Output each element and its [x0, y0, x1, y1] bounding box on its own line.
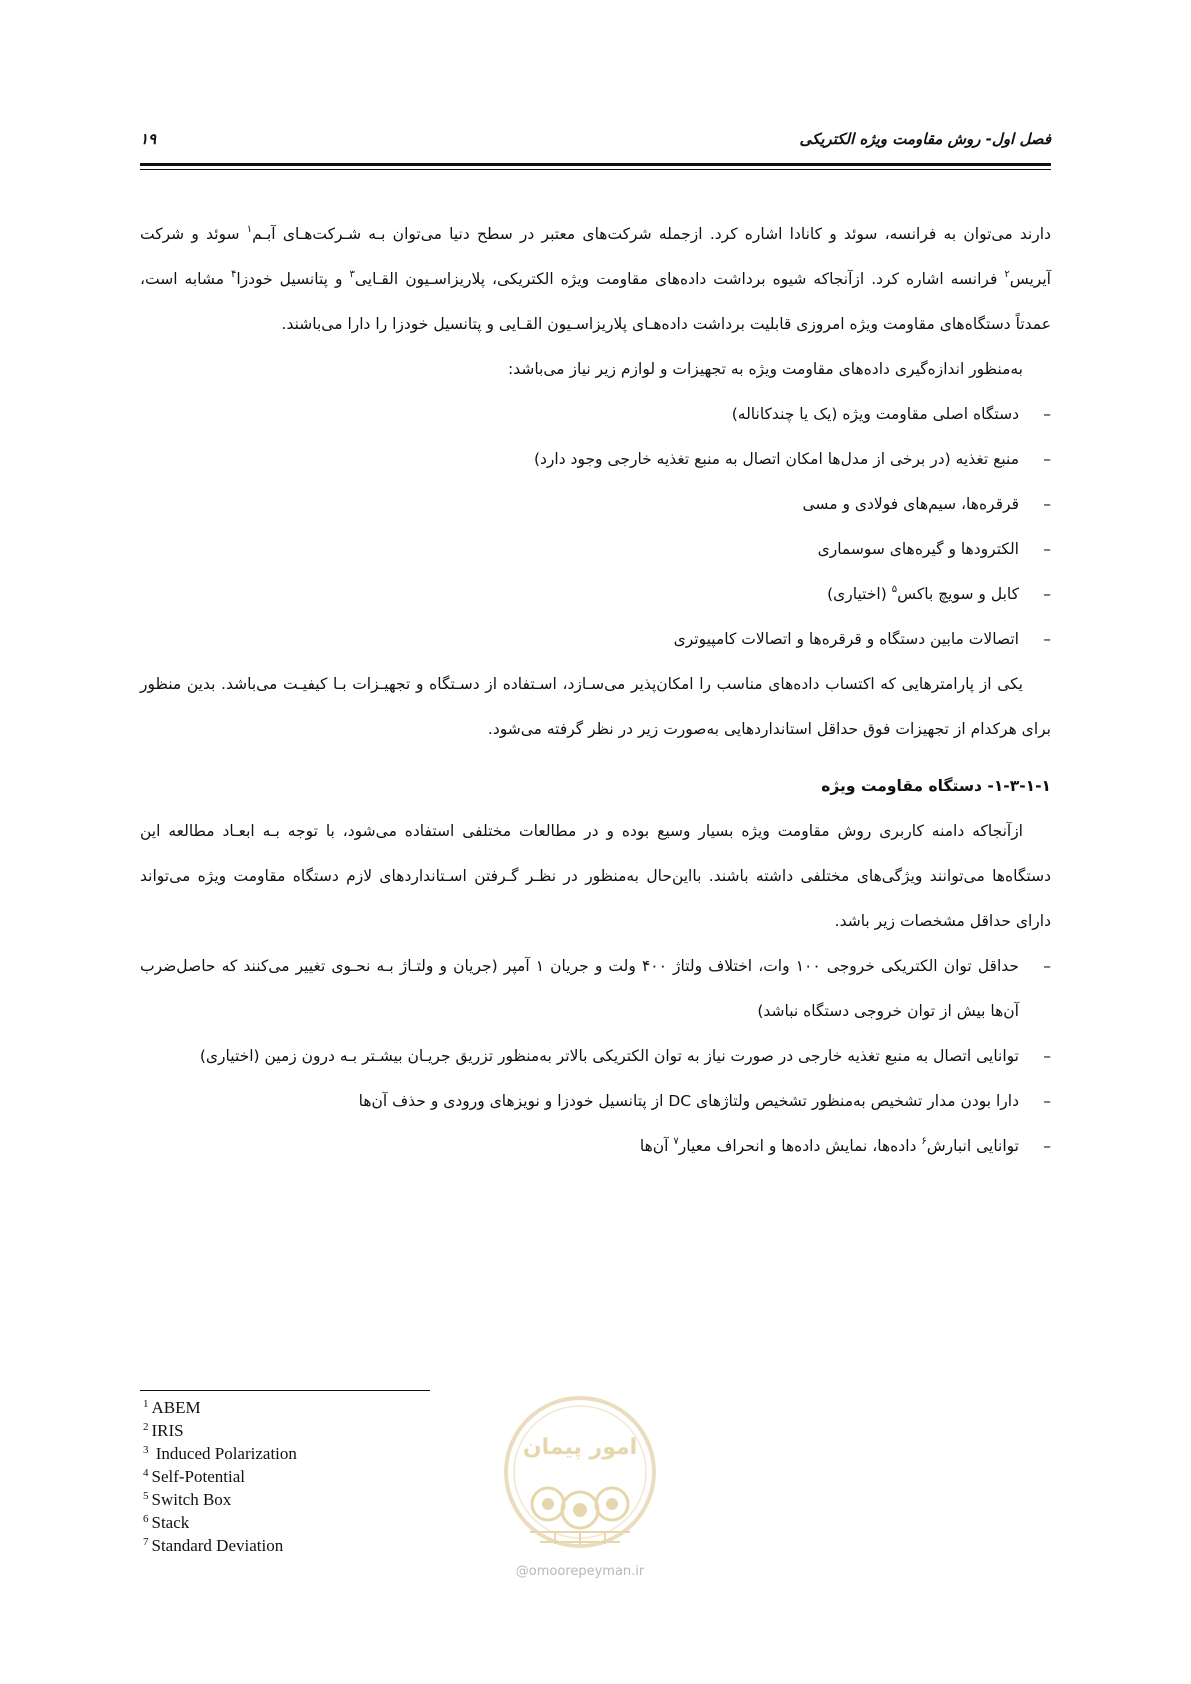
watermark-url: @omoorepeyman.ir [515, 1564, 645, 1579]
paragraph: یکی از پارامترهایی که اکتساب داده‌های مناسب را امکان‌پذیر می‌سـازد، اسـتفاده از دسـتگاه و تجهیـزات بـا کیفیـت می‌باشد. بدین منظور برای هرکدام از تجهیزات فوق حداقل استانداردهایی به‌صورت زیر در نظر گرفته می‌شود. [140, 675, 1051, 738]
footnote: $^3$ Induced Polarization [143, 1444, 297, 1463]
list-item: – الکترودها و گیره‌های سوسماری [140, 527, 1019, 572]
paragraph: به‌منظور اندازه‌گیری داده‌های مقاومت ویژه به تجهیزات و لوازم زیر نیاز می‌باشد: [508, 360, 1023, 378]
section-heading: ۱-۳-۱-۱- دستگاه مقاومت ویژه [821, 777, 1051, 795]
paragraph: ازآنجاکه دامنه کاربری روش مقاومت ویژه بسیار وسیع بوده و در مطالعات مختلفی استفاده می‌شود، با توجه بـه ابعـاد مطالعه این دستگاه‌ها می‌توانند ویژگی‌های مختلفی داشته باشند. بااین‌حال به‌منظور در نظـر گـرفتن اسـتانداردهای لازم دستگاه مقاومت ویژه می‌تواند دارای حداقل مشخصات زیر باشد. [140, 822, 1051, 930]
footnote: $^2$ IRIS [143, 1421, 184, 1440]
list-item: – قرقره‌ها، سیم‌های فولادی و مسی [140, 482, 1019, 527]
equipment-list [140, 392, 1051, 662]
list-item: – حداقل توان الکتریکی خروجی ۱۰۰ وات، اختلاف ولتاژ ۴۰۰ ولت و جریان ۱ آمپر (جریان و ولتـاژ بـه نحـوی تغییر می‌کنند که حاصل‌ضرب آن‌ها بیش از توان خروجی دستگاه نباشد) [140, 944, 1019, 1034]
header-rule-thin [140, 169, 1051, 170]
watermark-logo [500, 1392, 660, 1562]
spec-list [140, 944, 1051, 1169]
paragraph: دارند می‌توان به فرانسه، سوئد و کانادا اشاره کرد. ازجمله شرکت‌های معتبر در سطح دنیا می‌توان بـه شـرکت‌هـای آبـم$^۱$ سوئد و شرکت آیریس$^۲$ فرانسه اشاره کرد. ازآنجاکه شیوه برداشت داده‌های مقاومت ویژه الکتریکی، پلاریزاسـیون القـایی$^۳$ و پتانسیل خودزا$^۴$ مشابه است، عمدتاً دستگاه‌های مقاومت ویژه امروزی قابلیت برداشت داده‌هـای پلاریزاسـیون القـایی و پتانسیل خودزا را دارا می‌باشند. [140, 224, 1051, 333]
footnote-ref[interactable]: ۲ [1004, 269, 1010, 280]
list-item: – اتصالات مابین دستگاه و قرقره‌ها و اتصالات کامپیوتری [140, 617, 1019, 662]
footnote-ref[interactable]: ۷ [673, 1136, 679, 1147]
footnote: $^4$ Self-Potential [143, 1467, 245, 1486]
footnote: $^6$ Stack [143, 1513, 190, 1532]
footnote-ref[interactable]: ۱ [246, 224, 253, 235]
footnote-ref[interactable]: ۴ [231, 269, 237, 280]
body-text [140, 212, 1051, 1169]
list-item: – توانایی انبارش$^۶$ داده‌ها، نمایش داده‌ها و انحراف معیار$^۷$ آن‌ها [140, 1124, 1019, 1169]
list-item: – منبع تغذیه (در برخی از مدل‌ها امکان اتصال به منبع تغذیه خارجی وجود دارد) [140, 437, 1019, 482]
running-header [140, 130, 1051, 152]
footnote-separator [140, 1390, 430, 1391]
chapter-title: فصل اول- روش مقاومت ویژه الکتریکی [799, 130, 1051, 148]
list-item: – دستگاه اصلی مقاومت ویژه (یک یا چندکاناله) [140, 392, 1019, 437]
footnote: $^7$ Standard Deviation [143, 1536, 284, 1555]
page-number: ۱۹ [140, 130, 157, 148]
list-item: – دارا بودن مدار تشخیص به‌منظور تشخیص ولتاژهای DC از پتانسیل خودزا و نویزهای ورودی و حذف آن‌ها [140, 1079, 1019, 1124]
list-item: – توانایی اتصال به منبع تغذیه خارجی در صورت نیاز به توان الکتریکی بالاتر به‌منظور تزریق جریـان بیشـتر بـه درون زمین (اختیاری) [140, 1034, 1019, 1079]
footnote-ref[interactable]: ۶ [921, 1136, 927, 1147]
header-rule-thick [140, 163, 1051, 166]
footnote-ref[interactable]: ۵ [891, 584, 898, 595]
footnote: $^5$ Switch Box [143, 1490, 232, 1509]
svg-text:امور پیمان: امور پیمان [522, 1435, 638, 1460]
list-item: – کابل و سویچ باکس$^۵$ (اختیاری) [140, 572, 1019, 617]
footnote: $^1$ ABEM [143, 1398, 201, 1417]
footnotes [143, 1396, 297, 1557]
footnote-ref[interactable]: ۳ [349, 269, 355, 280]
